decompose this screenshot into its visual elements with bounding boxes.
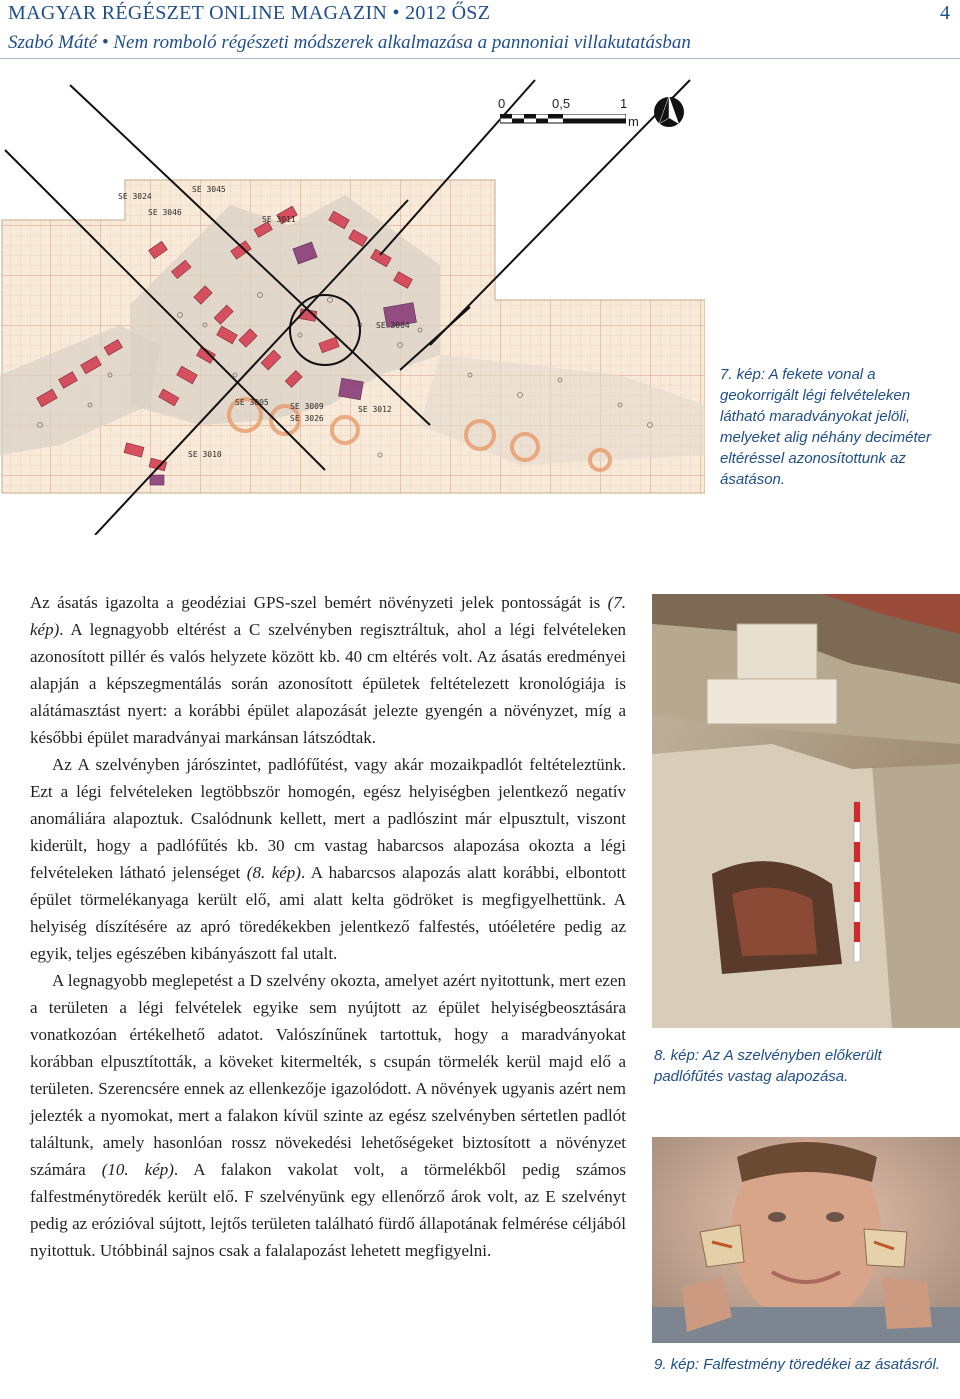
body-text: Az A szelvényben járószintet, padlófűtést, vagy akár mozaikpadlót feltételeztünk. Ezt a légi felvételeken legtöbbször homogén, egész helyiségben jelentkező negatív anomáliára alapoztuk. Csalódnunk kellett, mert a padlószint már elpusztult, viszont kiderült, hogy a padlófűtés kb. 30 cm vastag habarcsos alapozása okozta a légi felvételeken látható jelenséget (30, 755, 626, 882)
plan-label: SE 3046 (148, 208, 182, 217)
scale-label: 0,5 (552, 96, 571, 111)
plan-label: SE 3011 (262, 215, 296, 224)
figure8-caption: 8. kép: Az A szelvényben előkerült padlófűtés vastag alapozása. (654, 1047, 882, 1085)
plan-label: SE 3024 (118, 192, 152, 201)
scale-bar-graphic (500, 114, 626, 124)
excavation-plan-figure (0, 75, 705, 535)
scale-bar (496, 96, 646, 136)
figure9-caption: 9. kép: Falfestmény töredékei az ásatásról. (654, 1356, 940, 1373)
figure-reference: (8. kép) (246, 863, 301, 882)
page-number: 4 (940, 2, 950, 24)
measuring-rod (854, 802, 860, 962)
plan-label: SE 3026 (290, 414, 324, 423)
plan-label: SE 3005 (235, 398, 269, 407)
plan-label: SE 3012 (358, 405, 392, 414)
article-body (30, 589, 626, 1264)
plan-label: SE 3010 (188, 450, 222, 459)
figure-reference: (10. kép) (101, 1160, 174, 1179)
plan-label: SE 3004 (376, 321, 410, 330)
scale-label: 0 (498, 96, 506, 111)
body-paragraph (30, 589, 626, 751)
figure7-caption: 7. kép: A fekete vonal a geokorrigált légi felvételeken látható maradványokat jelöli, melyeket alig néhány deciméter eltéréssel azonosítottunk az ásatáson. (720, 366, 931, 488)
magazine-title: MAGYAR RÉGÉSZET ONLINE MAGAZIN • 2012 ŐSZ (8, 2, 491, 24)
body-paragraph (30, 967, 626, 1264)
north-arrow-icon (652, 92, 686, 132)
body-text: A legnagyobb meglepetést a D szelvény okozta, amelyet azért nyitottunk, mert ezen a területen a légi felvételek egyike sem nyújtott az épület helyiségbeosztására vonatkozóan értékelhető adatot. Valószínűnek tartottuk, hogy a maradványokat korábban elpusztították, a köveket kitermelték, s csupán törmelék kerül majd elő a területen. Szerencsére ennek az ellenkezője igazolódott. A növények ugyanis azért nem jelezték a nyomokat, mert a falakon kívül szinte az egész szelvényben sértetlen padlót találtunk, amely hasonlóan rossz növekedési lehetőségeket biztosított a növényzet számára (30, 971, 626, 1179)
body-text: . A habarcsos alapozás alatt korábbi, elbontott épület törmelékanyaga került elő, ami alatt kelta gödröket is megfigyelhettünk. A helyiség díszítésére az apró töredékekben jelentkező falfestés, utóéletére pedig az egyik, teljes egészében kibányászott fal utalt. (30, 863, 627, 963)
scale-label: 1 (620, 96, 628, 111)
plan-label: SE 3045 (192, 185, 226, 194)
header-divider (0, 58, 960, 59)
article-subtitle: Szabó Máté • Nem romboló régészeti módszerek alkalmazása a pannoniai villakutatásban (8, 32, 691, 53)
body-text: . A falakon vakolat volt, a törmelékből pedig számos falfestménytöredék került elő. F szelvényünk egy ellenőrző árok volt, az E szelvényt pedig az erózióval sújtott, lejtős területen található fürdő állapotának felmérése céljából nyitottuk. Utóbbinál sajnos csak a falalapozást lehetett megfigyelni. (30, 1160, 626, 1260)
fresco-fragments-photo (652, 1137, 960, 1343)
hypocaust-foundation-photo (652, 594, 960, 1028)
plan-label: SE 3009 (290, 402, 324, 411)
body-text: . A legnagyobb eltérést a C szelvényben regisztráltuk, ahol a légi felvételeken azonosított pillér és valós helyzete között kb. 40 cm eltérés volt. Az ásatás eredményei alapján a képszegmentálás során azonosított épületek feltételezett kronológiája is alátámasztást nyert: a korábbi épület alapozását jelezte gyengén a növényzet, míg a későbbi épület maradványai markánsan látszódtak. (30, 620, 626, 747)
figure-reference: (7. kép) (30, 593, 626, 639)
body-paragraph (30, 751, 626, 967)
scale-unit: m (628, 114, 639, 129)
body-text: Az ásatás igazolta a geodéziai GPS-szel bemért növényzeti jelek pontosságát is (30, 593, 608, 612)
